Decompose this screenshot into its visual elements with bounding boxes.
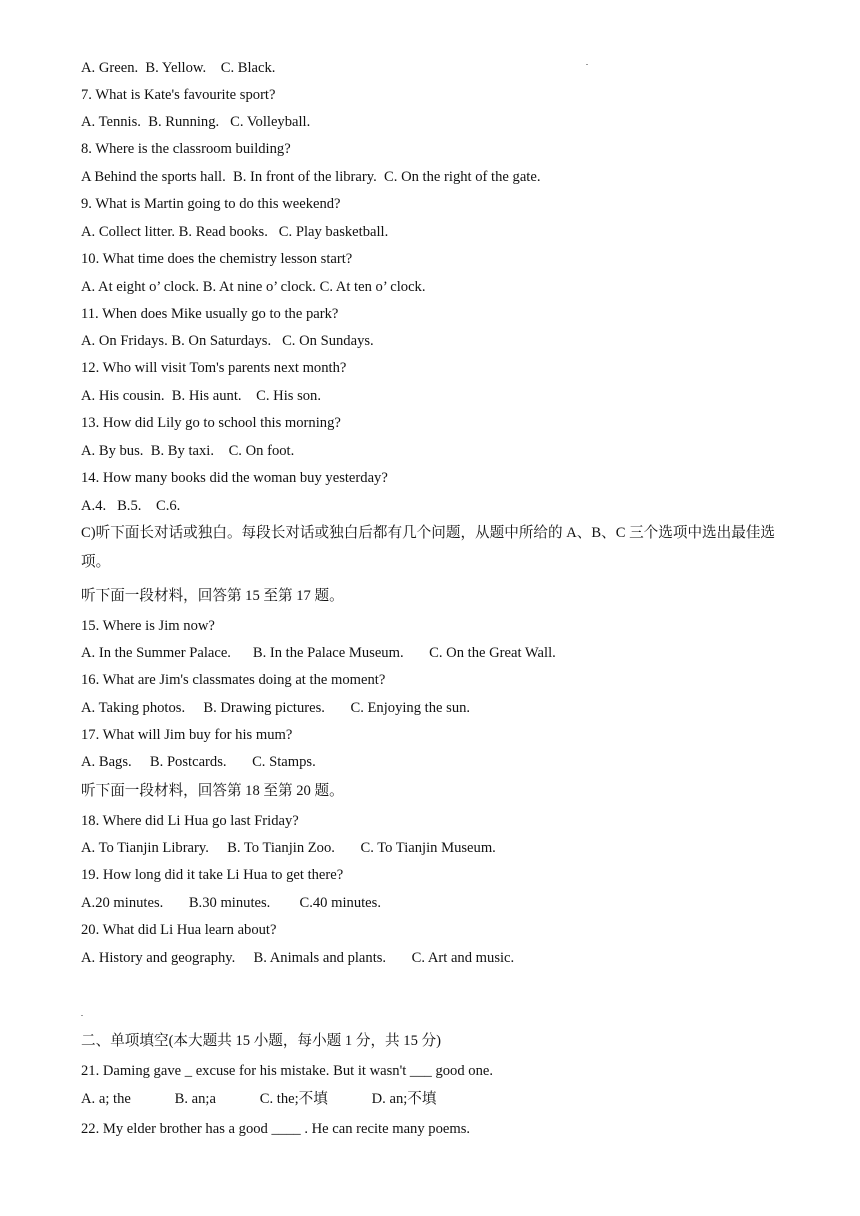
- question-12: 12. Who will visit Tom's parents next month?: [81, 360, 347, 376]
- question-13: 13. How did Lily go to school this morning?: [81, 415, 341, 431]
- question-15: 15. Where is Jim now?: [81, 618, 215, 634]
- option-line-q8: A Behind the sports hall. B. In front of the library. C. On the right of the gate.: [81, 169, 541, 185]
- option-line-q16: A. Taking photos. B. Drawing pictures. C. Enjoying the sun.: [81, 700, 471, 716]
- question-22: 22. My elder brother has a good ____ . He can recite many poems.: [81, 1121, 471, 1137]
- question-9: 9. What is Martin going to do this weekend?: [81, 196, 341, 212]
- option-line-q17: A. Bags. B. Postcards. C. Stamps.: [81, 754, 316, 770]
- option-line-q11: A. On Fridays. B. On Saturdays. C. On Sundays.: [81, 333, 374, 349]
- option-line-q15: A. In the Summer Palace. B. In the Palace Museum. C. On the Great Wall.: [81, 645, 556, 661]
- passage-instruction-15-17: 听下面一段材料，回答第 15 至第 17 题。: [81, 588, 344, 604]
- question-21: 21. Daming gave _ excuse for his mistake. But it wasn't ___ good one.: [81, 1063, 493, 1079]
- option-line-q12: A. His cousin. B. His aunt. C. His son.: [81, 388, 321, 404]
- question-8: 8. Where is the classroom building?: [81, 141, 291, 157]
- option-line-q6: A. Green. B. Yellow. C. Black.: [81, 60, 276, 76]
- question-20: 20. What did Li Hua learn about?: [81, 922, 277, 938]
- option-line-q9: A. Collect litter. B. Read books. C. Play basketball.: [81, 224, 389, 240]
- question-14: 14. How many books did the woman buy yesterday?: [81, 470, 388, 486]
- option-line-q19: A.20 minutes. B.30 minutes. C.40 minutes.: [81, 895, 381, 911]
- question-7: 7. What is Kate's favourite sport?: [81, 87, 276, 103]
- question-17: 17. What will Jim buy for his mum?: [81, 727, 293, 743]
- option-line-q14: A.4. B.5. C.6.: [81, 498, 181, 514]
- question-19: 19. How long did it take Li Hua to get there?: [81, 867, 344, 883]
- option-line-q21: A. a; the B. an;a C. the;不填 D. an;不填: [81, 1091, 437, 1107]
- question-10: 10. What time does the chemistry lesson start?: [81, 251, 353, 267]
- option-line-q7: A. Tennis. B. Running. C. Volleyball.: [81, 114, 311, 130]
- question-11: 11. When does Mike usually go to the park?: [81, 306, 339, 322]
- question-16: 16. What are Jim's classmates doing at the moment?: [81, 672, 386, 688]
- option-line-q20: A. History and geography. B. Animals and plants. C. Art and music.: [81, 950, 515, 966]
- option-line-q10: A. At eight o’ clock. B. At nine o’ clock. C. At ten o’ clock.: [81, 279, 426, 295]
- option-line-q18: A. To Tianjin Library. B. To Tianjin Zoo. C. To Tianjin Museum.: [81, 840, 496, 856]
- scan-mark: [81, 1015, 83, 1016]
- passage-instruction-18-20: 听下面一段材料，回答第 18 至第 20 题。: [81, 783, 344, 799]
- option-line-q13: A. By bus. B. By taxi. C. On foot.: [81, 443, 295, 459]
- section-c-instruction: C)听下面长对话或独白。每段长对话或独白后都有几个问题，从题中所给的 A、B、C 三个选项中选出最佳选项。: [81, 525, 776, 570]
- question-18: 18. Where did Li Hua go last Friday?: [81, 813, 299, 829]
- section-2-heading: 二、单项填空(本大题共 15 小题，每小题 1 分，共 15 分): [81, 1033, 441, 1049]
- scan-mark: [586, 64, 588, 65]
